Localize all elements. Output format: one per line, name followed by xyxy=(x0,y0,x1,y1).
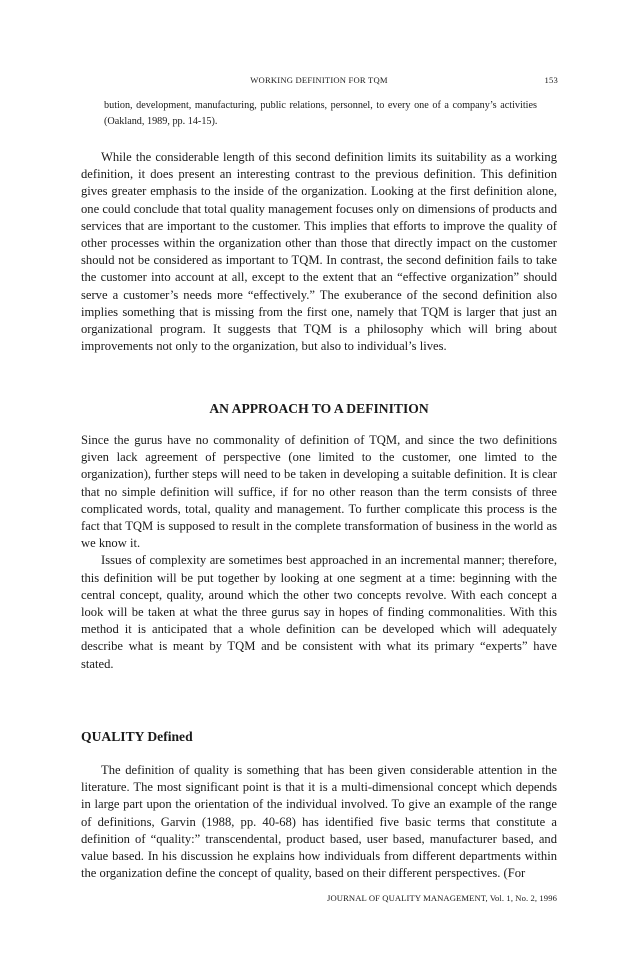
section-approach-body xyxy=(81,432,557,673)
body-paragraph-1 xyxy=(81,149,557,355)
paragraph-text: While the considerable length of this second definition limits its suitability as a working definition, it does present an interesting contrast to the previous definition. This definition gives greater emphasis to the inside of the organization. Looking at the first definition alone, one could conclude that total quality management focuses only on dimensions of products and services that are important to the customer. This implies that efforts to improve the quality of other processes within the organization other than those that directly impact on the customer should not be considered as important to TQM. In contrast, the second definition fails to take the customer into account at all, except to the extent that an “effective organization” should serve a customer’s needs more “effectively.” The exuberance of the second definition also implies something that is missing from the first one, namely that TQM is larger that just an organizational program. It suggests that TQM is a philosophy which will bring about improvements not only to the organization, but also to individual’s lives. xyxy=(81,150,557,354)
running-head-title: WORKING DEFINITION FOR TQM xyxy=(250,75,388,85)
section-heading-approach: AN APPROACH TO A DEFINITION xyxy=(209,401,429,416)
section-quality-paragraph-1: The definition of quality is something that has been given considerable attention in the literature. The most significant point is that it is a multi-dimensional concept which depends in large part upon the orientation of the individual involved. To give an example of the range of definitions, Garvin (1988, pp. 40-68) has identified five basic terms that constitute a definition of “quality:” transcendental, product based, user based, manufacturer based, and value based. In his discussion he explains how individuals from different departments within the organization define the concept of quality, based on their different perspectives. (For xyxy=(81,763,557,881)
page-number: 153 xyxy=(544,75,558,85)
section-approach-paragraph-2: Issues of complexity are sometimes best approached in an incremental manner; therefore, this definition will be put together by looking at one segment at a time: beginning with the central concept, quality, around which the other two concepts revolve. With each concept a look will be taken at what the three gurus say in hopes of finding commonalities. With this method it is anticipated that a whole definition can be developed which will adequately describe what is meant by TQM and be consistent with what its primary “experts” have stated. xyxy=(81,553,557,671)
section-quality-body xyxy=(81,762,557,882)
block-quote: bution, development, manufacturing, public relations, personnel, to every one of a company’s activities (Oakland, 1989, pp. 14-15). xyxy=(104,100,537,127)
running-head xyxy=(80,75,558,89)
section-heading-quality: QUALITY Defined xyxy=(81,729,193,744)
journal-footer: JOURNAL OF QUALITY MANAGEMENT, Vol. 1, No. 2, 1996 xyxy=(327,893,557,903)
section-approach-paragraph-1: Since the gurus have no commonality of definition of TQM, and since the two definitions given lack agreement of perspective (one limited to the customer, one limted to the organization), further steps will need to be taken in developing a suitable definition. It is clear that no simple definition will suffice, if for no other reason than the term consists of three complicated words, total, quality and management. To further complicate this process is the fact that TQM is supposed to result in the complete transformation of business in the world as we know it. xyxy=(81,433,557,551)
